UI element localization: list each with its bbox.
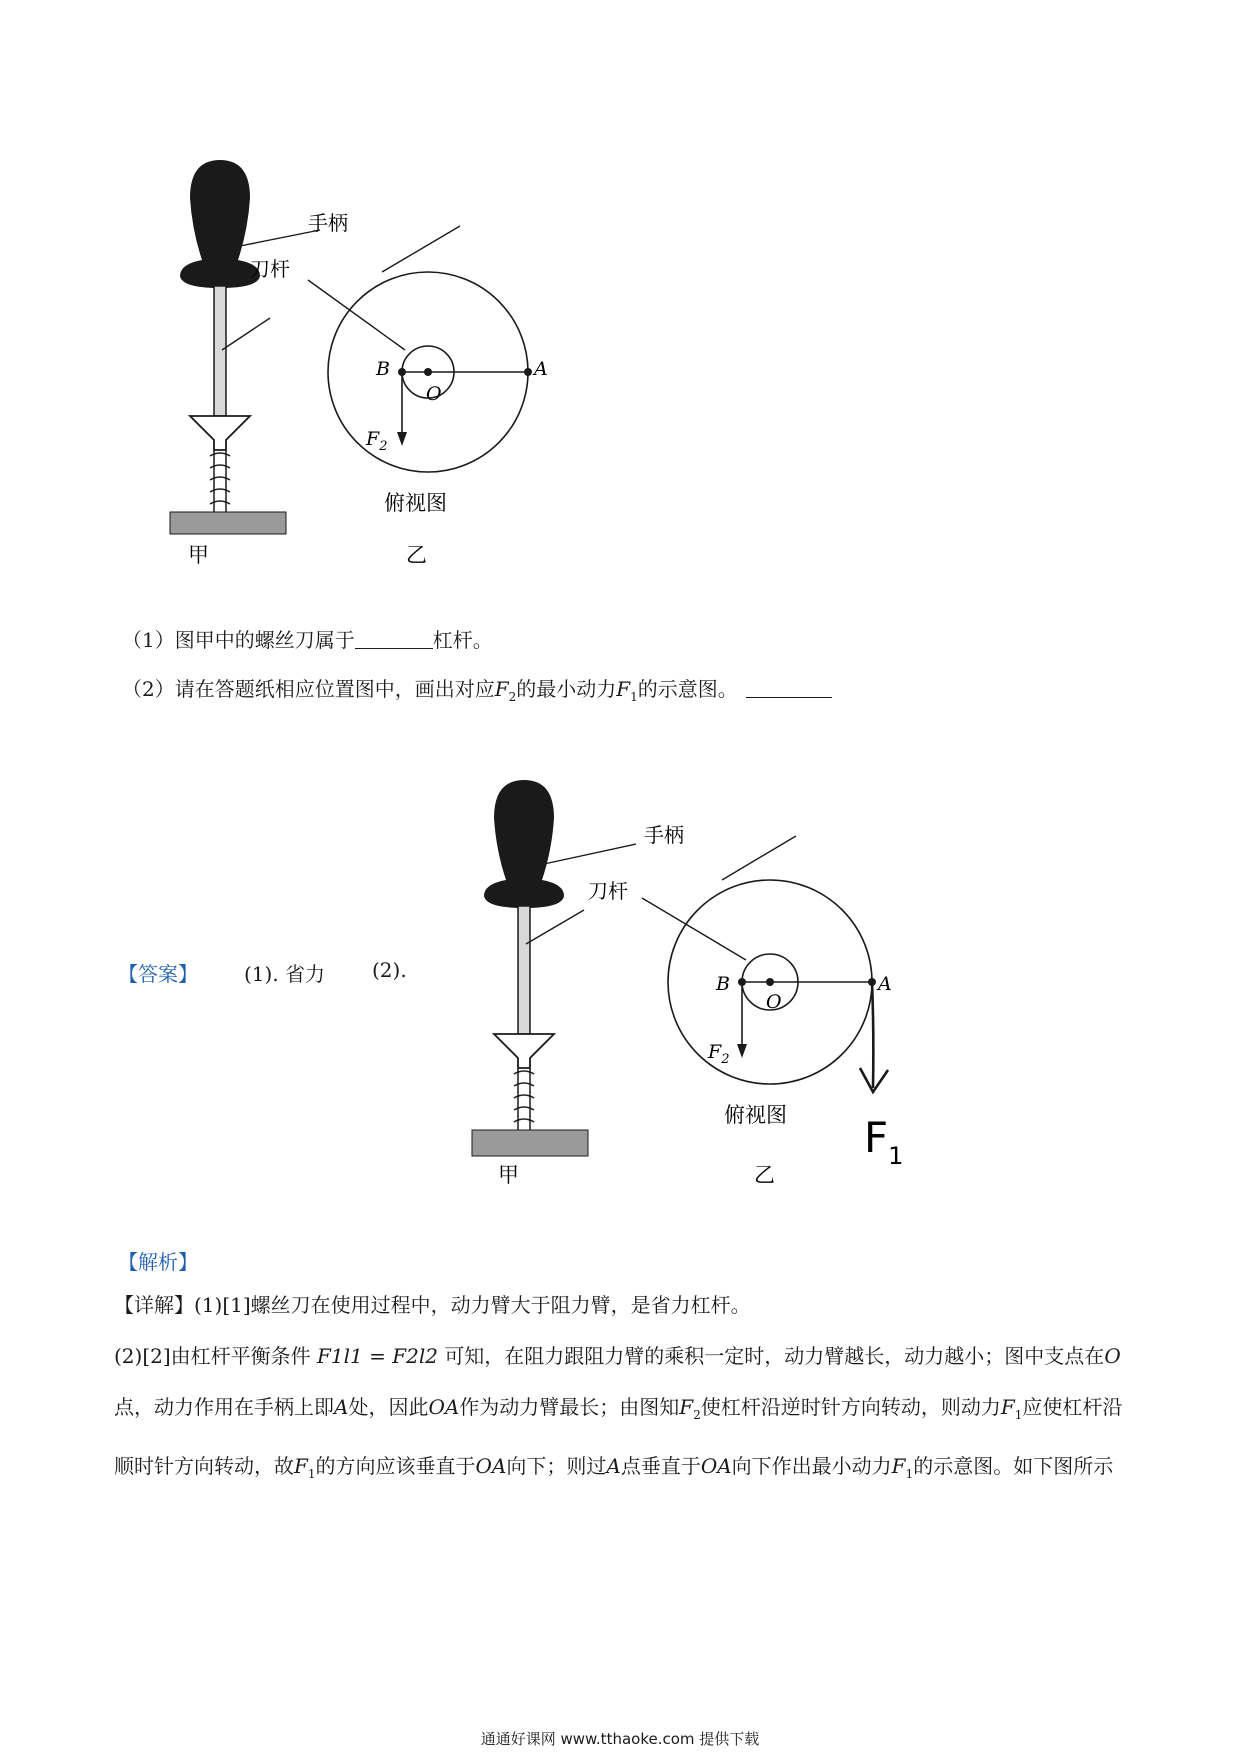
lever-formula: F1l1 = F2l2	[317, 1344, 438, 1368]
top-view-diagram	[308, 226, 532, 472]
answer-tag: 【答案】	[118, 962, 198, 986]
question-figure	[160, 150, 620, 590]
analysis-paragraph-1: 【详解】(1)[1]螺丝刀在使用过程中，动力臂大于阻力臂，是省力杠杆。	[114, 1293, 751, 1317]
label-jia: 甲	[188, 543, 209, 567]
label-point-o: O	[766, 991, 782, 1013]
label-yi: 乙	[406, 543, 427, 567]
label-top-view: 俯视图	[724, 1103, 787, 1127]
question-1: （1）图甲中的螺丝刀属于 杠杆。	[122, 628, 493, 652]
label-force-f2: $F_2$	[366, 428, 388, 454]
label-force-f2: $F_2$	[708, 1041, 730, 1067]
question-2: （2）请在答题纸相应位置图中，画出对应$F_2$的最小动力$F_1$的示意图。	[122, 675, 832, 711]
label-point-a: A	[878, 973, 892, 995]
analysis-tag: 【解析】	[118, 1250, 198, 1274]
label-point-a: A	[534, 358, 548, 380]
label-handle: 手柄	[308, 211, 348, 235]
f1-force-arrow	[860, 982, 888, 1092]
analysis-paragraph-2: (2)[2]由杠杆平衡条件 F1l1 = F2l2 可知，在阻力跟阻力臂的乘积一定时，动力臂越长，动力越小；图中支点在O点，动力作用在手柄上即A处，因此OA作为动力臂最长；由图知$F_2$使杠杆沿逆时针方向转动，则动力$F_1$应使杠杆沿顺时针方向转动，故$F_1$的方向应该垂直于OA向下；则过A点垂直于OA向下作出最小动力$F_1$的示意图。如下图所示	[114, 1344, 1123, 1481]
screwdriver-illustration	[472, 780, 636, 1156]
top-view-diagram	[642, 836, 888, 1092]
label-point-o: O	[426, 383, 442, 405]
label-shaft: 刀杆	[588, 879, 628, 903]
label-shaft: 刀杆	[250, 257, 290, 281]
analysis-body	[114, 1280, 1134, 1500]
handle-leader	[382, 226, 460, 272]
label-jia: 甲	[498, 1163, 519, 1187]
answer-part-2: (2).	[372, 958, 407, 982]
label-handle: 手柄	[644, 823, 684, 847]
label-yi: 乙	[754, 1163, 775, 1187]
answer-blank-1	[355, 628, 433, 649]
label-top-view: 俯视图	[384, 491, 447, 515]
answer-blank-2	[746, 677, 832, 698]
label-point-b: B	[376, 358, 390, 380]
page-footer: 通通好课网 www.tthaoke.com 提供下载	[480, 1730, 760, 1748]
answer-part-1: (1). 省力	[244, 962, 326, 986]
screwdriver-illustration	[170, 160, 320, 534]
answer-figure	[460, 770, 930, 1200]
label-point-b: B	[716, 973, 730, 995]
shaft-leader	[308, 280, 405, 350]
label-force-f1: $F_1$	[864, 1113, 904, 1170]
